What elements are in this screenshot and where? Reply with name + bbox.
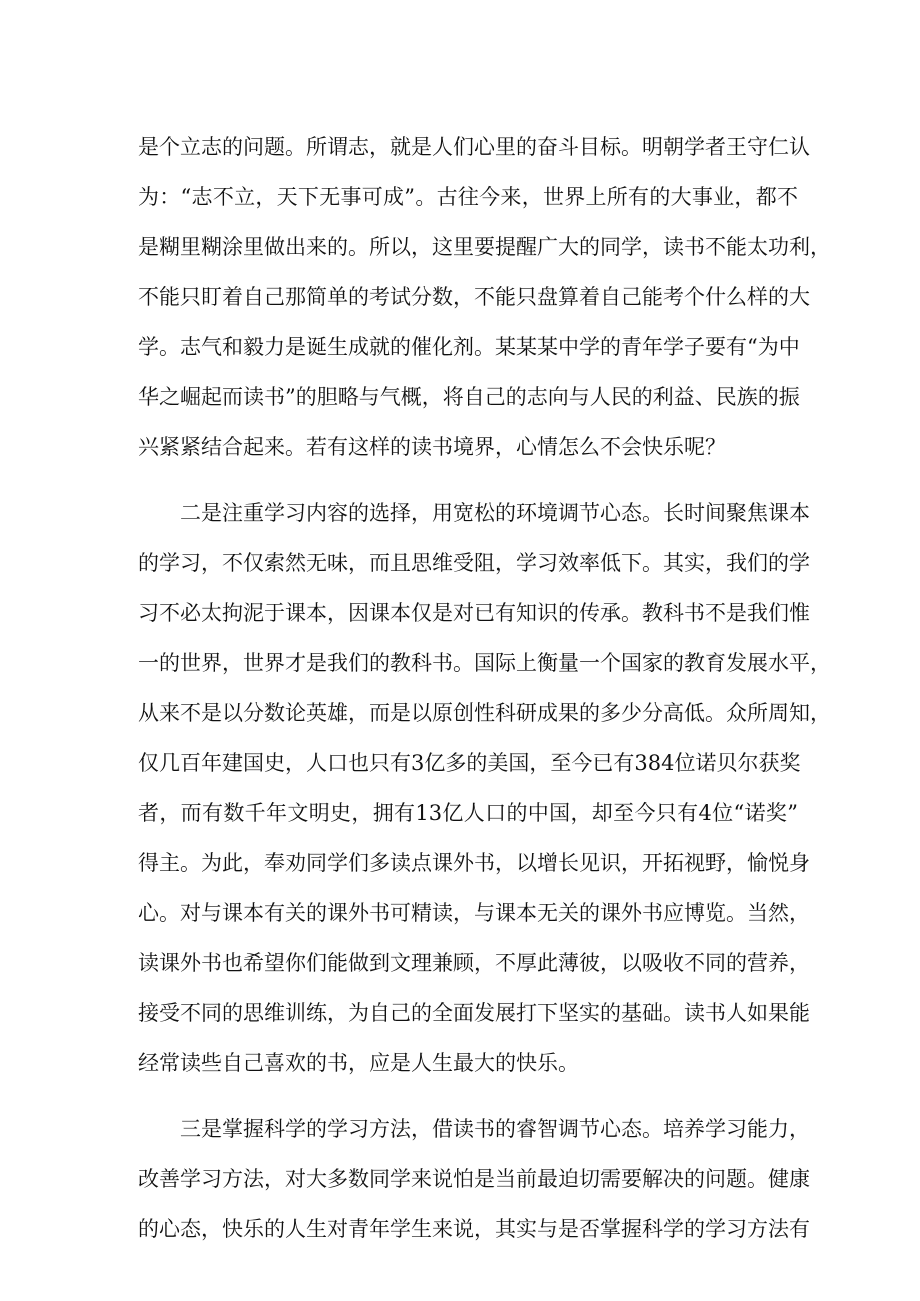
paragraph-2-line-4: 一的世界，世界才是我们的教科书。国际上衡量一个国家的教育发展水平， xyxy=(138,651,831,675)
paragraph-3-line-2: 改善学习方法，对大多数同学来说怕是当前最迫切需要解决的问题。健康 xyxy=(138,1167,810,1191)
paragraph-2-line-6: 仅几百年建国史，人口也只有3亿多的美国，至今已有384位诺贝尔获奖 xyxy=(138,751,801,775)
paragraph-1-line-1: 是个立志的问题。所谓志，就是人们心里的奋斗目标。明朝学者王守仁认 xyxy=(138,135,810,159)
paragraph-2-line-3: 习不必太拘泥于课本，因课本仅是对已有知识的传承。教科书不是我们惟 xyxy=(138,601,810,625)
paragraph-1-line-7: 兴紧紧结合起来。若有这样的读书境界，心情怎么不会快乐呢？ xyxy=(138,435,726,459)
paragraph-2-line-8: 得主。为此，奉劝同学们多读点课外书，以增长见识，开拓视野，愉悦身 xyxy=(138,851,810,875)
paragraph-1-line-5: 学。志气和毅力是诞生成就的催化剂。某某某中学的青年学子要有“为中 xyxy=(138,335,800,359)
paragraph-1-line-6: 华之崛起而读书”的胆略与气概，将自己的志向与人民的利益、民族的振 xyxy=(138,385,800,409)
paragraph-2-line-11: 接受不同的思维训练，为自己的全面发展打下坚实的基础。读书人如果能 xyxy=(138,1001,810,1025)
paragraph-2-line-2: 的学习，不仅索然无味，而且思维受阻，学习效率低下。其实，我们的学 xyxy=(138,551,810,575)
paragraph-2-line-12: 经常读些自己喜欢的书，应是人生最大的快乐。 xyxy=(138,1051,579,1075)
paragraph-2-line-7: 者，而有数千年文明史，拥有13亿人口的中国，却至今只有4位“诺奖” xyxy=(138,801,798,825)
paragraph-2-line-1: 二是注重学习内容的选择，用宽松的环境调节心态。长时间聚焦课本 xyxy=(180,501,810,525)
paragraph-1-line-4: 不能只盯着自己那简单的考试分数，不能只盘算着自己能考个什么样的大 xyxy=(138,285,810,309)
paragraph-2-line-10: 读课外书也希望你们能做到文理兼顾，不厚此薄彼，以吸收不同的营养， xyxy=(138,951,810,975)
paragraph-1-line-2: 为：“志不立，天下无事可成”。古往今来，世界上所有的大事业，都不 xyxy=(138,185,798,209)
paragraph-3-line-1: 三是掌握科学的学习方法，借读书的睿智调节心态。培养学习能力， xyxy=(180,1117,810,1141)
paragraph-3-line-3: 的心态，快乐的人生对青年学生来说，其实与是否掌握科学的学习方法有 xyxy=(138,1217,810,1241)
paragraph-2-line-5: 从来不是以分数论英雄，而是以原创性科研成果的多少分高低。众所周知， xyxy=(138,701,831,725)
paragraph-2-line-9: 心。对与课本有关的课外书可精读，与课本无关的课外书应博览。当然， xyxy=(138,901,810,925)
paragraph-1-line-3: 是糊里糊涂里做出来的。所以，这里要提醒广大的同学，读书不能太功利， xyxy=(138,235,831,259)
